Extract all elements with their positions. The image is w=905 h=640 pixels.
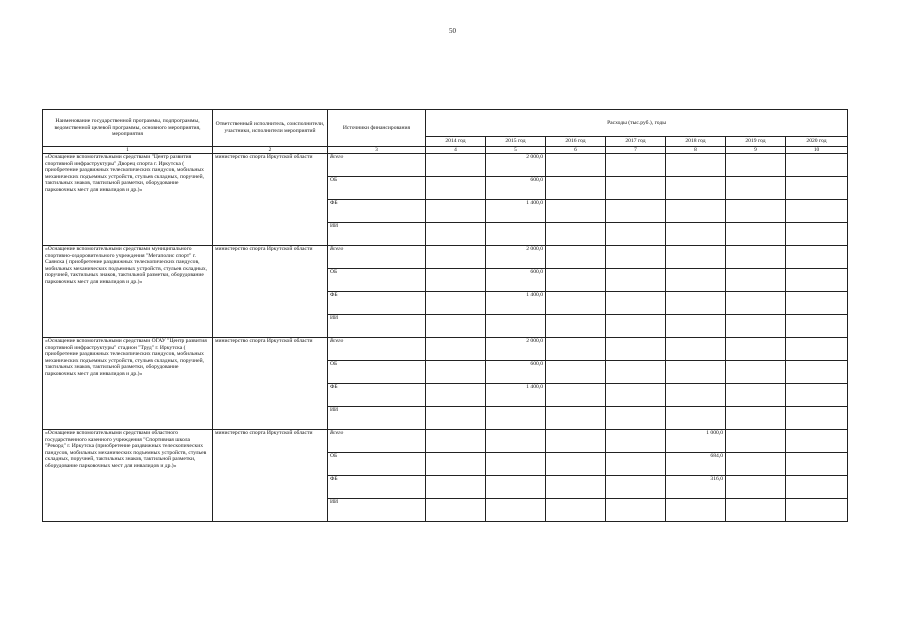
column-number: 8 (666, 147, 726, 154)
funding-source: ИИ (328, 407, 426, 430)
expense-value (426, 269, 486, 292)
expense-value (606, 430, 666, 453)
expense-value (606, 407, 666, 430)
expense-value: 1 400,0 (486, 200, 546, 223)
expense-value (546, 269, 606, 292)
funding-source: ФБ (328, 292, 426, 315)
expense-value (546, 315, 606, 338)
expense-value (606, 177, 666, 200)
expenses-table (42, 109, 848, 522)
expense-value (426, 292, 486, 315)
column-number: 3 (328, 147, 426, 154)
header-source: Источники финансирования (328, 110, 426, 147)
header-year: 2020 год (786, 137, 848, 147)
expense-value: 684,0 (666, 453, 726, 476)
expense-value (546, 430, 606, 453)
expense-value (786, 407, 848, 430)
expense-value (726, 338, 786, 361)
expense-value (666, 200, 726, 223)
expense-value (426, 361, 486, 384)
expense-value (606, 269, 666, 292)
expense-value (606, 292, 666, 315)
expense-value (666, 223, 726, 246)
table-row (43, 246, 848, 269)
expense-value (426, 177, 486, 200)
expense-value: 600,0 (486, 269, 546, 292)
funding-source: ФБ (328, 384, 426, 407)
expense-value (546, 499, 606, 522)
expense-value (786, 476, 848, 499)
expense-value (726, 200, 786, 223)
expense-value (486, 315, 546, 338)
expense-value (786, 200, 848, 223)
expense-value (666, 315, 726, 338)
header-executor: Ответственный исполнитель, соисполнители, участники, исполнители мероприятий (213, 110, 328, 147)
expense-value (726, 430, 786, 453)
expense-value (726, 177, 786, 200)
expense-value (606, 338, 666, 361)
funding-source: ОБ (328, 177, 426, 200)
column-number: 4 (426, 147, 486, 154)
expense-value (726, 453, 786, 476)
expense-value (606, 453, 666, 476)
expense-value: 2 000,0 (486, 154, 546, 177)
expense-value (726, 384, 786, 407)
expense-value (726, 269, 786, 292)
header-year: 2019 год (726, 137, 786, 147)
expense-value (666, 177, 726, 200)
expense-value (486, 453, 546, 476)
expense-value (426, 223, 486, 246)
expense-value (606, 499, 666, 522)
expense-value: 600,0 (486, 361, 546, 384)
expense-value (666, 384, 726, 407)
column-number: 2 (213, 147, 328, 154)
header-year: 2017 год (606, 137, 666, 147)
expense-value (426, 476, 486, 499)
table-row (43, 430, 848, 453)
header-expenses: Расходы (тыс.руб.), годы (426, 110, 848, 137)
expense-value: 1 000,0 (666, 430, 726, 453)
expense-value (666, 361, 726, 384)
expense-value (786, 246, 848, 269)
expense-value (726, 361, 786, 384)
expense-value (606, 361, 666, 384)
header-row (43, 110, 848, 137)
table-row (43, 338, 848, 361)
expense-value (426, 315, 486, 338)
expense-value (726, 407, 786, 430)
column-number-row (43, 147, 848, 154)
expense-value: 2 000,0 (486, 338, 546, 361)
funding-source: Всего (328, 154, 426, 177)
expense-value (426, 430, 486, 453)
expense-value (546, 361, 606, 384)
expense-value (726, 315, 786, 338)
expense-value (786, 177, 848, 200)
expense-value (726, 223, 786, 246)
expense-value (606, 315, 666, 338)
expense-value (786, 499, 848, 522)
column-number: 7 (606, 147, 666, 154)
header-year: 2018 год (666, 137, 726, 147)
expense-value (486, 223, 546, 246)
expense-value: 316,0 (666, 476, 726, 499)
expense-value (726, 499, 786, 522)
column-number: 9 (726, 147, 786, 154)
expense-value (606, 246, 666, 269)
funding-source: ОБ (328, 361, 426, 384)
expense-value (486, 499, 546, 522)
expense-value (666, 269, 726, 292)
measure-executor: министерство спорта Иркутской области (213, 338, 328, 430)
expense-value: 1 400,0 (486, 384, 546, 407)
expense-value (726, 292, 786, 315)
expense-value (426, 499, 486, 522)
page-number: 50 (449, 27, 456, 35)
measure-executor: министерство спорта Иркутской области (213, 430, 328, 522)
column-number: 10 (786, 147, 848, 154)
header-year: 2016 год (546, 137, 606, 147)
expense-value (606, 200, 666, 223)
funding-source: ОБ (328, 269, 426, 292)
expense-value (666, 338, 726, 361)
table-row (43, 154, 848, 177)
expense-value (786, 315, 848, 338)
expense-value (426, 407, 486, 430)
funding-source: ФБ (328, 476, 426, 499)
expense-value (486, 476, 546, 499)
expense-value (486, 407, 546, 430)
expense-value (786, 361, 848, 384)
header-year: 2015 год (486, 137, 546, 147)
expense-value (786, 154, 848, 177)
expense-value (726, 154, 786, 177)
expense-value (546, 292, 606, 315)
header-name: Наименование государственной программы, подпрограммы, ведомственной целевой программы, основного мероприятия, мероприятия (43, 110, 213, 147)
funding-source: Всего (328, 246, 426, 269)
expense-value (426, 154, 486, 177)
expense-value (606, 223, 666, 246)
expense-value (786, 338, 848, 361)
expense-value (666, 292, 726, 315)
measure-executor: министерство спорта Иркутской области (213, 246, 328, 338)
expense-value (546, 384, 606, 407)
expense-value (546, 223, 606, 246)
column-number: 5 (486, 147, 546, 154)
expense-value (786, 292, 848, 315)
funding-source: Всего (328, 338, 426, 361)
expense-value (426, 453, 486, 476)
expense-value: 1 400,0 (486, 292, 546, 315)
measure-name: «Оснащение вспомогательными средствами муниципального спортивно-оздоровительного учреждения "Мегаполис спорт" г. Саянска ( приобретение раздвижных телескопических пандусов, мобильных механических подъемных устройств, стульев складных, поручней, тактильных знаков, тактильной разметки, оборудование парковочных мест для инвалидов и др.)» (43, 246, 213, 338)
funding-source: ИИ (328, 499, 426, 522)
expense-value (666, 246, 726, 269)
expense-value (666, 154, 726, 177)
expense-value (786, 223, 848, 246)
column-number: 6 (546, 147, 606, 154)
funding-source: Всего (328, 430, 426, 453)
expense-value (546, 476, 606, 499)
measure-name: «Оснащение вспомогательными средствами ОГАУ "Центр развития спортивной инфраструктуры" стадион "Труд" г. Иркутска ( приобретение раздвижных телескопических пандусов, мобильных механических подъемных устройств, стульев складных, поручней, тактильных знаков, тактильной разметки, оборудование парковочных мест для инвалидов и др.)» (43, 338, 213, 430)
funding-source: ИИ (328, 223, 426, 246)
column-number: 1 (43, 147, 213, 154)
funding-source: ОБ (328, 453, 426, 476)
expense-value (666, 407, 726, 430)
expense-value (786, 430, 848, 453)
expense-value (666, 499, 726, 522)
expense-value (786, 269, 848, 292)
expense-value (726, 476, 786, 499)
expense-value (546, 200, 606, 223)
expense-value (546, 338, 606, 361)
expense-value (546, 177, 606, 200)
expense-value (546, 154, 606, 177)
expense-value: 2 000,0 (486, 246, 546, 269)
expense-value: 600,0 (486, 177, 546, 200)
expense-value (606, 154, 666, 177)
measure-name: «Оснащение вспомогательными средствами областного государственного казенного учреждения "Спортивная школа "Рекорд" г. Иркутска (приобретение раздвижных телескопических пандусов, мобильных механических подъемных устройств, стульев складных, поручней, тактильных знаков, тактильной разметки, оборудование парковочных мест для инвалидов и др.)» (43, 430, 213, 522)
expense-value (606, 384, 666, 407)
funding-source: ФБ (328, 200, 426, 223)
expense-value (546, 453, 606, 476)
measure-executor: министерство спорта Иркутской области (213, 154, 328, 246)
expense-value (546, 246, 606, 269)
expense-value (486, 430, 546, 453)
measure-name: «Оснащение вспомогательными средствами "Центр развития спортивной инфраструктуры" Дворец спорта г. Иркутска ( приобретение раздвижных телескопических пандусов, мобильных механических подъемных устройств, стульев складных, поручней, тактильных знаков, тактильной разметки, оборудование парковочных мест для инвалидов и др.)» (43, 154, 213, 246)
expense-value (426, 384, 486, 407)
expense-value (726, 246, 786, 269)
funding-source: ИИ (328, 315, 426, 338)
expense-value (426, 338, 486, 361)
expense-value (546, 407, 606, 430)
expense-value (786, 384, 848, 407)
header-year: 2014 год (426, 137, 486, 147)
expense-value (606, 476, 666, 499)
expense-value (786, 453, 848, 476)
expense-value (426, 246, 486, 269)
expense-value (426, 200, 486, 223)
